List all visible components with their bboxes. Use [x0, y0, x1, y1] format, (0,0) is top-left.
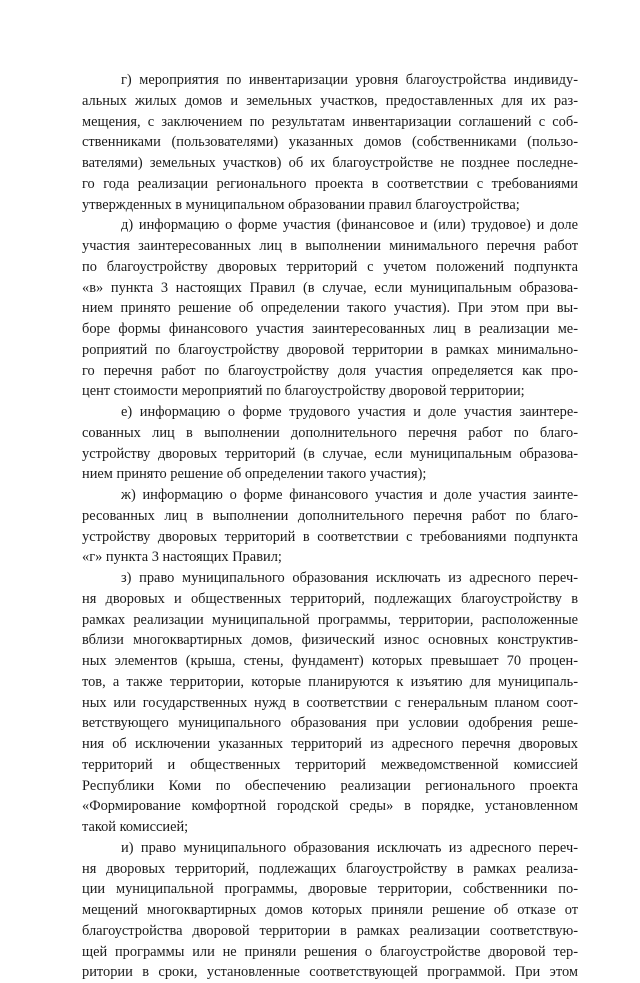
text-line: ресованных лиц в выполнении дополнительного перечня работ по благо- [82, 507, 578, 524]
text-line: вателями) земельных участков) об их благоустройстве не позднее последне- [82, 155, 578, 171]
text-line: го перечня работ по благоустройству доля участия определяется как про- [82, 362, 578, 379]
text-line: устройству дворовых территорий в соответствии с требованиями подпункта [82, 528, 578, 545]
text-line: ж) информацию о форме финансового участия и доле участия заинте- [121, 487, 578, 503]
text-line: з) право муниципального образования исключать из адресного переч- [121, 570, 578, 586]
text-line: ня дворовых и общественных территорий, подлежащих благоустройству в [82, 590, 578, 607]
text-line: и) право муниципального образования исключать из адресного переч- [121, 839, 578, 856]
text-line: «в» пункта 3 настоящих Правил (в случае, если муниципальным образова- [82, 279, 578, 296]
text-line: боре формы финансового участия заинтересованных лиц в реализации ме- [82, 321, 578, 337]
text-line: цент стоимости мероприятий по благоустройству дворовой территории; [82, 383, 525, 400]
text-line: Республики Коми по обеспечению реализации регионального проекта [82, 777, 578, 794]
text-line: ритории в сроки, установленные соответствующей программой. При этом [82, 964, 578, 981]
text-line: рамках реализации муниципальной программы, территории, расположенные [82, 611, 578, 628]
text-line: ных элементов (крыша, стены, фундамент) которых превышает 70 процен- [82, 653, 578, 669]
text-line: щей программы или не приняли решения о благоустройстве дворовой тер- [82, 943, 578, 960]
text-line: утвержденных в муниципальном образовании правил благоустройства; [82, 196, 520, 213]
text-line: ветствующего муниципального образования при условии одобрения реше- [82, 715, 578, 732]
text-line: го года реализации регионального проекта в соответствии с требованиями [82, 175, 578, 192]
text-line: д) информацию о форме участия (финансовое и (или) трудовое) и доле [121, 217, 578, 234]
text-line: ния об исключении указанных территорий из адресного перечня дворовых [82, 736, 578, 752]
text-line: сованных лиц в выполнении дополнительного перечня работ по благо- [82, 424, 578, 441]
text-line: ственниками (пользователями) указанных домов (собственниками (пользо- [82, 134, 578, 151]
text-line: вблизи многоквартирных домов, физический износ основных конструктив- [82, 632, 578, 649]
text-line: роприятий по благоустройству дворовой территории в рамках минимально- [82, 341, 578, 358]
text-line: благоустройства дворовой территории в рамках реализации соответствую- [82, 922, 578, 939]
text-line: мещений многоквартирных домов которых приняли решение об отказе от [82, 902, 578, 918]
text-line: е) информацию о форме трудового участия и доле участия заинтере- [121, 404, 578, 420]
text-line: такой комиссией; [82, 819, 189, 835]
text-line: нием принято решение об определении такого участия); [82, 466, 427, 483]
text-line: тов, а также территории, которые планируются к изъятию для муниципаль- [82, 673, 578, 690]
text-line: нием принято решение об определении такого участия). При этом при вы- [82, 300, 578, 317]
text-line: «г» пункта 3 настоящих Правил; [82, 549, 282, 566]
text-line: «Формирование комфортной городской среды» в порядке, установленном [82, 798, 578, 815]
text-line: ции муниципальной программы, дворовые территории, собственники по- [82, 881, 578, 898]
text-line: г) мероприятия по инвентаризации уровня благоустройства индивиду- [121, 72, 578, 88]
text-line: мещения, с заключением по результатам инвентаризации соглашений с соб- [82, 113, 578, 130]
text-line: ных или государственных нужд в соответствии с генеральным планом соот- [82, 694, 578, 711]
text-line: по благоустройству дворовых территорий с учетом положений подпункта [82, 258, 578, 275]
text-line: устройству дворовых территорий (в случае, если муниципальным образова- [82, 445, 578, 462]
text-line: ня дворовых территорий, подлежащих благоустройству в рамках реализа- [82, 860, 578, 877]
text-line: альных жилых домов и земельных участков, предоставленных для их раз- [82, 92, 578, 109]
text-line: территорий и общественных территорий межведомственной комиссией [82, 756, 578, 773]
text-line: участия заинтересованных лиц в выполнении минимального перечня работ [82, 238, 578, 254]
